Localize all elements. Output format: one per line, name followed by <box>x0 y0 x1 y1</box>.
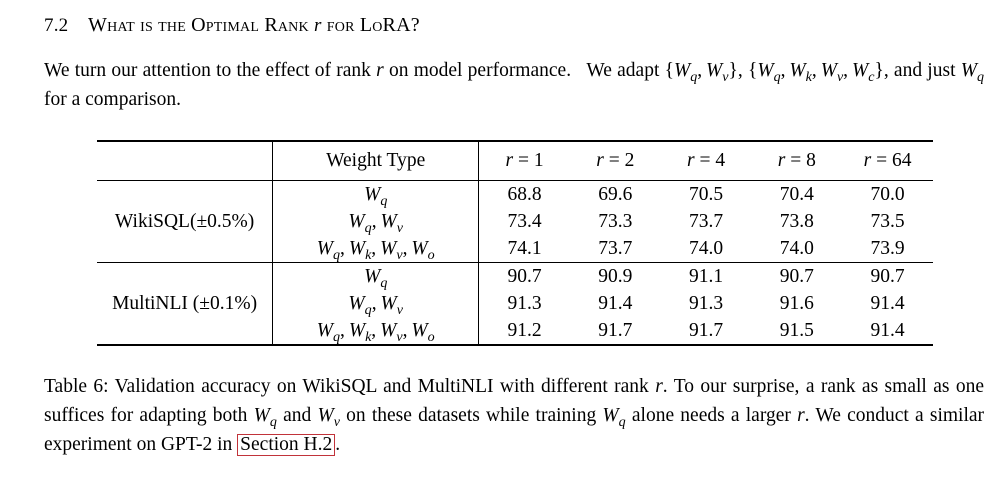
value-cell: 70.4 <box>779 183 814 205</box>
value-cell: 73.7 <box>598 237 633 259</box>
table-row <box>97 181 933 208</box>
value-cell: 70.5 <box>689 183 724 205</box>
header-rank-64: r = 64 <box>863 150 912 171</box>
table-rule-bottom <box>97 345 933 346</box>
table-caption: Table 6: Validation accuracy on WikiSQL and MultiNLI with different rank r. To our surprise, a rank as small as one suffices for adapting both $W_q$ and $W_v$ on these datasets while training $W_q$ alone needs a larger r. We conduct a similar experiment on GPT-2 in Section H.2 . <box>44 376 985 455</box>
value-cell: 90.7 <box>870 265 905 287</box>
value-cell: 90.7 <box>779 265 814 287</box>
header-blank <box>97 142 273 181</box>
header-rank-8: r = 8 <box>777 150 816 171</box>
section-h2-link[interactable]: Section H.2 <box>237 434 335 456</box>
results-table <box>97 140 933 346</box>
header-rank-2: r = 2 <box>596 150 635 171</box>
header-rank-1: r = 1 <box>505 150 544 171</box>
value-cell: 68.8 <box>507 183 542 205</box>
value-cell: 70.0 <box>870 183 905 205</box>
weight-type-cell: $W_q$, $W_v$ <box>273 290 479 317</box>
row-group-label-multinli: MultiNLI (±0.1%) <box>112 292 258 314</box>
value-cell: 74.1 <box>507 237 542 259</box>
caption-text-a: Validation accuracy on WikiSQL and MultiNLI with different rank <box>114 376 649 397</box>
header-rank-4: r = 4 <box>687 150 726 171</box>
value-cell: 91.2 <box>507 319 542 341</box>
value-cell: 73.3 <box>598 210 633 232</box>
intro-paragraph: We turn our attention to the effect of rank r on model performance. We adapt {$W_q$, $W_v$}, {$W_q$, $W_k$, $W_v$, $W_c$}, and just $W_q$ for a comparison. <box>44 60 984 110</box>
value-cell: 73.7 <box>689 210 724 232</box>
section-title-text: What is the Optimal Rank r for LoRA? <box>88 14 420 36</box>
value-cell: 74.0 <box>689 237 724 259</box>
value-cell: 91.5 <box>779 319 814 341</box>
section-number: 7.2 <box>44 15 69 36</box>
value-cell: 90.7 <box>507 265 542 287</box>
value-cell: 74.0 <box>779 237 814 259</box>
value-cell: 73.8 <box>779 210 814 232</box>
value-cell: 69.6 <box>598 183 633 205</box>
weight-type-cell: $W_q$, $W_v$ <box>273 208 479 235</box>
results-table-wrapper <box>97 140 933 346</box>
value-cell: 91.3 <box>689 292 724 314</box>
value-cell: 91.7 <box>689 319 724 341</box>
value-cell: 90.9 <box>598 265 633 287</box>
section-heading <box>44 14 420 37</box>
value-cell: 91.7 <box>598 319 633 341</box>
weight-type-cell: $W_q$, $W_k$, $W_v$, $W_o$ <box>273 235 479 263</box>
weight-type-cell: $W_q$, $W_k$, $W_v$, $W_o$ <box>273 317 479 345</box>
value-cell: 91.4 <box>870 319 905 341</box>
value-cell: 73.4 <box>507 210 542 232</box>
header-weight-type: Weight Type <box>273 142 479 181</box>
table-header-row <box>97 142 933 181</box>
weight-type-cell: $W_q$ <box>273 181 479 208</box>
value-cell: 91.4 <box>870 292 905 314</box>
value-cell: 91.4 <box>598 292 633 314</box>
value-cell: 91.1 <box>689 265 724 287</box>
table-row <box>97 263 933 290</box>
value-cell: 91.6 <box>779 292 814 314</box>
weight-type-cell: $W_q$ <box>273 263 479 290</box>
value-cell: 91.3 <box>507 292 542 314</box>
row-group-label-wikisql: WikiSQL(±0.5%) <box>114 210 255 232</box>
value-cell: 73.5 <box>870 210 905 232</box>
caption-label: Table 6: <box>44 376 109 397</box>
value-cell: 73.9 <box>870 237 905 259</box>
